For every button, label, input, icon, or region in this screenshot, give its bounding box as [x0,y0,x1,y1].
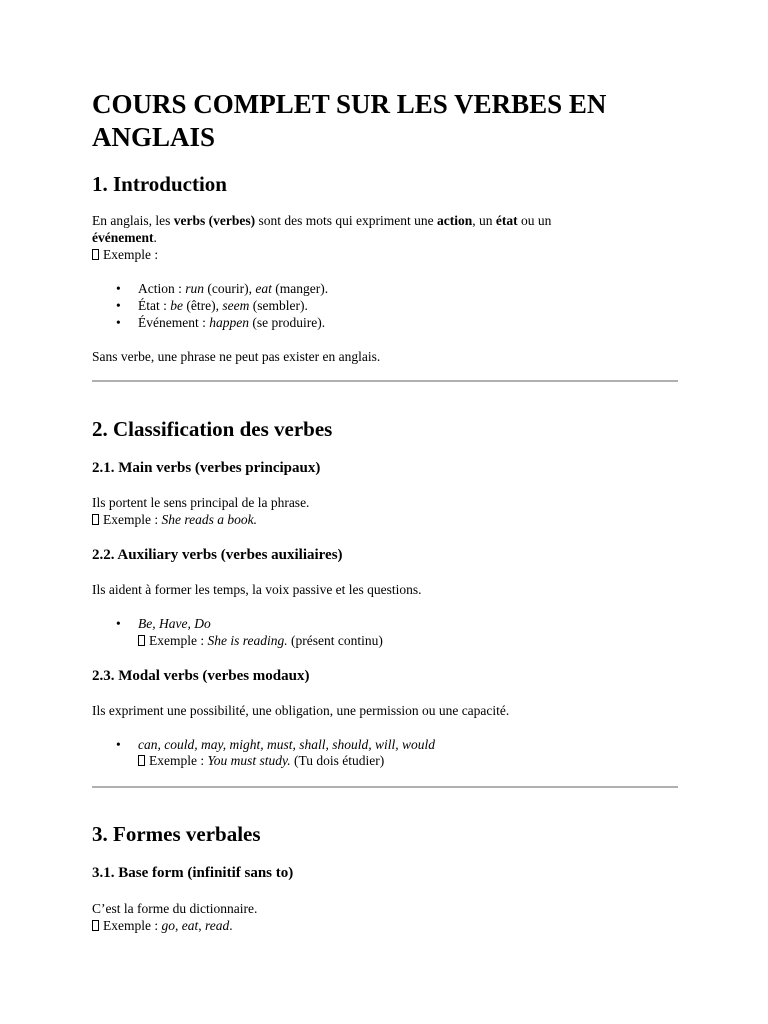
list-item [138,736,435,753]
list-item [138,314,325,331]
example-label: Exemple : [103,918,162,933]
intro-text: sont des mots qui expriment une [255,213,437,228]
example-note: (présent continu) [287,633,383,648]
item-meaning: (être), [183,298,223,313]
separator: , [174,918,182,933]
example-verb: go [161,918,175,933]
item-meaning: (se produire). [248,315,326,330]
example-verb: read [204,918,230,933]
modal-example [138,752,384,769]
item-meaning: (sembler). [249,298,308,313]
item-verb: be [170,298,183,313]
list-item [138,280,328,297]
section-2-heading: 2. Classification des verbes [92,417,333,441]
item-verb: happen [209,315,249,330]
item-meaning: (manger). [271,281,329,296]
intro-paragraph [92,212,551,229]
modal-verbs-list: can, could, may, might, must, shall, should, will, would [138,737,436,752]
main-verbs-text: Ils portent le sens principal de la phrase. [92,495,310,510]
document-title: COURS COMPLET SUR LES VERBES EN ANGLAIS [92,89,607,152]
item-verb: eat [255,281,272,296]
auxiliary-verbs-list: Be, Have, Do [138,616,211,631]
subsection-2-3-heading: 2.3. Modal verbs (verbes modaux) [92,668,310,684]
example-label: Exemple : [103,512,162,527]
divider [92,786,678,788]
modal-verbs-text: Ils expriment une possibilité, une obligation, une permission ou une capacité. [92,703,510,718]
example-verb: eat [181,918,199,933]
missing-glyph-icon [138,635,145,646]
intro-bold-action: action [436,213,473,228]
missing-glyph-icon [138,755,145,766]
auxiliary-example [138,632,383,649]
item-label: État : [138,298,171,313]
subsection-2-2-heading: 2.2. Auxiliary verbs (verbes auxiliaires) [92,547,343,563]
separator: , [198,918,205,933]
intro-closing: Sans verbe, une phrase ne peut pas exister en anglais. [92,349,381,364]
missing-glyph-icon [92,249,99,260]
intro-text: En anglais, les [92,213,174,228]
intro-text: . [153,230,157,245]
period: . [229,918,233,933]
section-3-heading: 3. Formes verbales [92,822,261,846]
list-item [138,615,211,632]
item-meaning: (courir), [204,281,256,296]
list-item [138,297,308,314]
main-verbs-example [92,511,257,528]
intro-bold-verbs: verbs (verbes) [173,213,256,228]
intro-bold-evenement: événement [92,230,154,245]
example-sentence: She is reading. [207,633,288,648]
divider [92,380,678,382]
example-sentence: You must study. [207,753,291,768]
intro-example-label [92,246,158,263]
base-form-example [92,917,233,934]
base-form-text: C’est la forme du dictionnaire. [92,901,258,916]
example-sentence: She reads a book. [161,512,257,527]
missing-glyph-icon [92,920,99,931]
intro-bold-etat: état [495,213,518,228]
example-label: Exemple : [149,633,208,648]
item-label: Action : [138,281,186,296]
example-label: Exemple : [149,753,208,768]
item-label: Événement : [138,315,210,330]
subsection-2-1-heading: 2.1. Main verbs (verbes principaux) [92,460,321,476]
missing-glyph-icon [92,514,99,525]
auxiliary-verbs-text: Ils aident à former les temps, la voix passive et les questions. [92,582,422,597]
intro-text: ou un [517,213,552,228]
subsection-3-1-heading: 3.1. Base form (infinitif sans to) [92,865,294,881]
item-verb: seem [222,298,250,313]
section-1-heading: 1. Introduction [92,172,227,196]
example-label: Exemple : [103,247,159,262]
item-verb: run [185,281,205,296]
intro-text: , un [472,213,496,228]
example-note: (Tu dois étudier) [290,753,385,768]
intro-paragraph-line2 [92,229,157,246]
